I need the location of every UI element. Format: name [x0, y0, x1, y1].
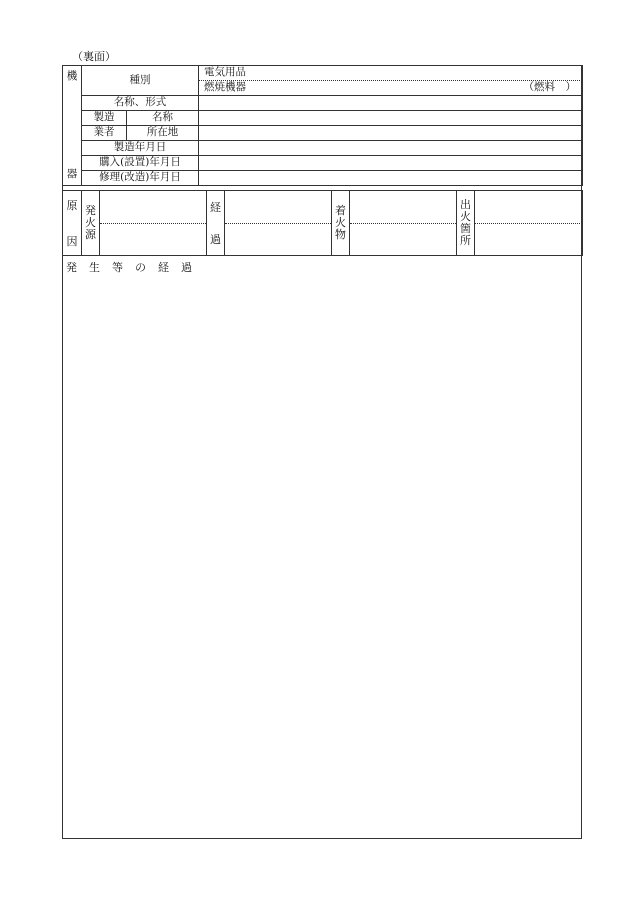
ignition-source-char: 火 [85, 216, 96, 229]
fire-origin-char: 出 [460, 198, 471, 211]
ignited-material-char: 着 [335, 204, 346, 217]
ignition-source-field-1[interactable] [100, 191, 207, 224]
equipment-table [62, 65, 583, 186]
ignited-material-char: 物 [335, 228, 346, 241]
equipment-section-cell [63, 66, 82, 186]
history-title-char: の [135, 261, 146, 274]
ignition-source-field-2[interactable] [100, 224, 207, 256]
type-electric-cell[interactable] [199, 66, 583, 81]
report-form [62, 65, 582, 839]
history-title-char: 生 [89, 261, 100, 274]
cause-section-cell [63, 191, 82, 256]
cause-char-top: 原 [66, 199, 78, 212]
history-title-char: 発 [66, 261, 77, 274]
type-label: 種別 [82, 66, 199, 96]
fire-origin-char: 所 [460, 234, 471, 247]
equipment-char-top: 機 [66, 69, 78, 82]
repair-date-field[interactable] [199, 171, 583, 186]
fire-origin-label [457, 191, 475, 256]
type-electric-label: 電気用品 [204, 66, 246, 79]
process-label [207, 191, 225, 256]
name-model-label: 名称、形式 [82, 96, 199, 111]
fuel-label: （燃料 ） [523, 81, 576, 94]
maker-address-field[interactable] [199, 126, 583, 141]
cause-char-bottom: 因 [66, 235, 78, 248]
ignition-source-char: 発 [85, 204, 96, 217]
process-char-bottom: 過 [210, 233, 221, 246]
name-model-field[interactable] [199, 96, 583, 111]
fire-origin-char: 火 [460, 210, 471, 223]
fire-origin-char: 箇 [460, 222, 471, 235]
type-combustion-label: 燃焼機器 [204, 81, 246, 94]
manufacture-date-field[interactable] [199, 141, 583, 156]
maker-name-label: 名称 [127, 111, 199, 126]
repair-date-label: 修理(改造)年月日 [82, 171, 199, 186]
ignition-source-char: 源 [85, 228, 96, 241]
maker-label-bottom: 業者 [82, 126, 127, 141]
process-field-1[interactable] [225, 191, 332, 224]
history-title-char: 過 [181, 261, 192, 274]
maker-address-label: 所在地 [127, 126, 199, 141]
manufacture-date-label: 製造年月日 [82, 141, 199, 156]
fire-origin-field-1[interactable] [475, 191, 583, 224]
process-field-2[interactable] [225, 224, 332, 256]
maker-name-field[interactable] [199, 111, 583, 126]
cause-table [62, 190, 583, 256]
fire-origin-field-2[interactable] [475, 224, 583, 256]
ignited-material-field-1[interactable] [350, 191, 457, 224]
history-title-char: 等 [112, 261, 123, 274]
history-title-char: 経 [158, 261, 169, 274]
history-textarea[interactable] [63, 256, 581, 838]
purchase-date-field[interactable] [199, 156, 583, 171]
equipment-char-bottom: 器 [66, 167, 78, 180]
ignited-material-field-2[interactable] [350, 224, 457, 256]
purchase-date-label: 購入(設置)年月日 [82, 156, 199, 171]
process-char-top: 経 [210, 201, 221, 214]
ignition-source-label [82, 191, 100, 256]
type-combustion-cell[interactable] [199, 81, 583, 96]
ignited-material-label [332, 191, 350, 256]
ignited-material-char: 火 [335, 216, 346, 229]
maker-label-top: 製造 [82, 111, 127, 126]
page-side-label: （裏面） [72, 50, 116, 63]
history-title [66, 259, 204, 275]
